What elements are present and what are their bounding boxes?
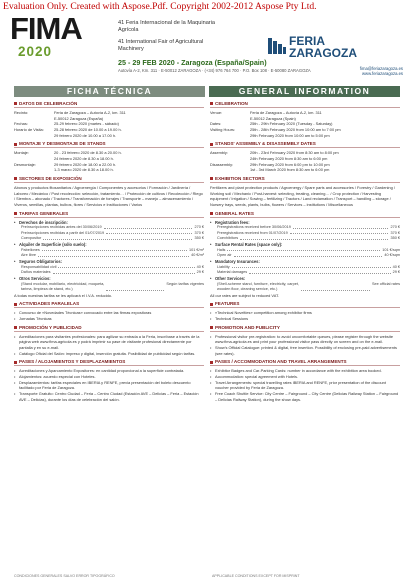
fee-label: Preinscripciones recibidas antes del 30/06/2019 [21, 225, 102, 230]
fee-label: Responsabilidad civil [21, 264, 57, 269]
info-row [210, 150, 400, 161]
columns [14, 101, 400, 571]
fee-amount: 101 €/m² [189, 247, 204, 252]
fee-label: Preregistrations received before 30/06/2019 [217, 225, 291, 230]
fee-amount: See official rates [371, 281, 400, 286]
column-english [210, 101, 400, 571]
info-row [14, 150, 204, 161]
row-key: Assembly: [210, 150, 228, 156]
row-key: Fechas: [14, 121, 28, 127]
row-key: Desmontaje: [14, 161, 36, 167]
fee-amount: 29 € [392, 270, 400, 275]
sectors-text: Abonos y productos fitosanitarios / Agroenergía / Componentes y accesorios / Formación / Jardinería / Laboreo / Mecánico / Post recolección: selección, tratamiento… / Protección de cultivos / Recolección / Riego / Siembra – abonado / Tractores / Transformación de forrajes / Transporte – manejo – almacenamiento / Viveros, semillas, plantas, bulbos, flores / Servicios e Instituciones / Varios [14, 184, 203, 207]
row-key: Montaje: [14, 150, 29, 156]
section-title: MONTAJE Y DESMONTAJE DE STANDS [14, 141, 204, 148]
section-pases [14, 359, 204, 402]
section-celebration [210, 101, 400, 138]
row-key: Horario de Visita: [14, 126, 44, 132]
footer-es: CONDICIONES GENERALES SALVO ERROR TIPOGRÁFICO [14, 574, 115, 578]
section-title: PROMOCIÓN Y PUBLICIDAD [14, 325, 204, 332]
info-row [14, 127, 204, 138]
section-actividades [14, 301, 204, 321]
fee-label: Aire libre [21, 253, 36, 258]
fee-label: Open air [217, 253, 232, 258]
row-value: 29th February 2020 from 6:00 pm to 10:00 pm 1st - 3rd March 2020 from 8:30 am to 6:00 pm [250, 161, 330, 173]
brand-feria: FERIA [289, 34, 325, 48]
fee-label: Material damages [217, 270, 248, 275]
fima-logo: FIMA [10, 11, 82, 46]
fee-amount: 370 € [194, 230, 204, 235]
column-spanish [14, 101, 204, 571]
list-item: • Show's Official Catalogue: printed & digital, free insertion. Possibility of enclosing pre-paid advertisements (see rates). [210, 345, 400, 356]
row-value: 25th - 28th February 2020 from 10:00 am to 7:00 pm 29th February 2020 from 10:00 am to 5:00 pm [250, 126, 341, 138]
rate-group-title: • Other Services: [210, 276, 400, 282]
list-item: • Accommodation: special agreement with Hotels. [210, 374, 400, 380]
section-title: DATOS DE CELEBRACIÓN [14, 101, 204, 108]
fee-label: Coexpositor [21, 236, 42, 241]
section-celebracion [14, 101, 204, 138]
rate-group-title: • Mandatory Insurances: [210, 259, 400, 265]
list-item: • Free Coach Shuttle Service: City Centre – Fairground – City Centre (Delicias Railway Station – Fairground – Delicias Railway Station), during the show days. [210, 391, 400, 402]
fee-amount: 101 €/sqm [382, 247, 400, 252]
fee-label: Pabellones [21, 247, 40, 252]
row-value: 25th - 29th February 2020 (Tuesday - Saturday) [250, 121, 333, 127]
fee-amount: 29 € [196, 270, 204, 275]
section-title: PASES / ALOJAMIENTOS Y DESPLAZAMIENTOS [14, 359, 204, 366]
row-value: 25-29 febrero 2020 (martes - sábado) [54, 121, 119, 127]
fee-amount: 40 €/m² [191, 253, 204, 258]
header-es-line2: Agrícola [118, 27, 139, 33]
rate-group-title: • Derechos de inscripción: [14, 220, 204, 226]
section-promotion [210, 325, 400, 357]
rate-group-title: • Otros Servicios: [14, 276, 204, 282]
fee-amount: 40 €/sqm [384, 253, 400, 258]
section-montaje [14, 141, 204, 173]
fee-amount: 370 € [390, 230, 400, 235]
list-item: • Transporte Gratuito: Centro Ciudad – Feria – Centro Ciudad (Estación AVE – Delicias – Feria – Estación AVE – Delicias), durante los días de celebración del salón. [14, 391, 204, 402]
page-header [0, 0, 413, 90]
section-title: ACTIVIDADES PARALELAS [14, 301, 204, 308]
band-general-information: GENERAL INFORMATION [209, 86, 400, 97]
row-value: 29 febrero 2020 de 18.00 a 22.00 h. 1-3 marzo 2020 de 8.30 a 18.00 h. [54, 161, 117, 173]
section-title: FEATURES [210, 301, 400, 308]
section-tarifas [14, 211, 204, 299]
section-sectores [14, 176, 204, 208]
logo-year: 2020 [18, 44, 53, 59]
section-title: TARIFAS GENERALES [14, 211, 204, 218]
list-item: • «Technical Novelties» competition among exhibitor firms [210, 310, 400, 316]
footer-en: APPLICABLE CONDITIONS EXCEPT FOR MISPRINT [212, 574, 300, 578]
section-title: CELEBRATION [210, 101, 400, 108]
info-row [210, 127, 400, 138]
row-value: 20th - 23rd February 2020 from 8:30 am to 8:00 pm 24th February 2020 from 8:30 am to 6:00 pm [250, 150, 339, 161]
row-value: Feria de Zaragoza – Autovía A-2, km. 311 E-50012 Zaragoza (España) [54, 110, 126, 121]
header-en-line2: Machinery [118, 46, 144, 52]
fee-label: (Stand modular, mobiliario, electricidad, moqueta, tarima, limpieza de stand, etc.) [21, 281, 105, 292]
info-row [14, 162, 204, 173]
fee-amount: Según tarifas vigentes [166, 281, 204, 286]
list-item: • Travel Arrangements: special travelling rates IBERIA and RENFE, prior presentation of the discount voucher provided by Feria de Zaragoza. [210, 380, 400, 391]
list-item: • Catálogo Oficial del Salón: impreso y digital, inserción gratuita. Posibilidad de publicidad según tarifas. [14, 351, 204, 357]
rates-note: A todas nuestras tarifas se les aplicará el I.V.A. reducido. [14, 292, 113, 298]
fee-row [210, 282, 400, 293]
list-item: • Technical Sessions [210, 316, 400, 322]
list-item: • Alojamientos: acuerdo especial con Hoteles. [14, 374, 204, 380]
sectors-text: Fertilizers and plant protection products / Agroenergy / Spare parts and accessories / Forestry / Gardening / Working soil / Mechanic / Post-harvest: selecting, treating, cleaning… / Crop protection / Harvesting equipment / Irrigation / Sowing – fertilizing / Tractors / Land reclamation / Transport – handling – storage / Nursery trays, seeds, plants, bulbs, flowers / Services – institutions / Miscellaneous [210, 184, 395, 207]
fee-label: Preregistrations received from 01/07/2019 [217, 230, 288, 235]
rate-group-title: • Surface Rental Rates (space only): [210, 242, 400, 248]
section-general-rates [210, 211, 400, 299]
list-item: • Concurso de «Novedades Técnicas» convocado entre las firmas expositoras [14, 310, 204, 316]
fee-amount: 270 € [194, 225, 204, 230]
row-key: Recinto: [14, 110, 29, 115]
section-title: GENERAL RATES [210, 211, 400, 218]
list-item: • Exhibitor Badges and Car-Parking Cards: number in accordance with the exhibition area booked. [210, 368, 400, 374]
fee-label: Halls [217, 247, 226, 252]
fee-amount: 350 € [194, 236, 204, 241]
rate-group-title: • Seguros Obligatorios: [14, 259, 204, 265]
section-features [210, 301, 400, 321]
info-row [210, 110, 400, 121]
event-dates: 25 - 29 FEB 2020 - Zaragoza (España/Spain) [118, 58, 267, 67]
evaluation-watermark: Evaluation Only. Created with Aspose.Pdf. Copyright 2002-2012 Aspose Pty Ltd. [3, 1, 317, 12]
row-value: 20 - 23 febrero 2020 de 8.30 a 20.00 h. 24 febrero 2020 de 8.30 a 18.00 h. [54, 150, 122, 161]
fee-amount: 40 € [392, 264, 400, 269]
row-key: Visiting Hours: [210, 126, 236, 132]
row-key: Venue: [210, 110, 223, 115]
section-title: EXHIBITION SECTORS [210, 176, 400, 183]
fee-row [14, 282, 204, 293]
row-key: Dates: [210, 121, 222, 127]
fee-label: Coexhibitors [217, 236, 239, 241]
brand-zaragoza: ZARAGOZA [289, 46, 357, 60]
rate-group-title: • Alquiler de Superficie (sólo suelo): [14, 242, 204, 248]
row-value: 25-28 febrero 2020 de 10.00 a 19.00 h. 29 febrero 2020 de 10.00 a 17.00 h. [54, 126, 122, 138]
feria-zaragoza-logo-icon [268, 38, 286, 54]
row-key: Disassembly: [210, 161, 234, 167]
rates-note: All our rates are subject to reduced VAT. [210, 292, 280, 298]
fee-amount: 40 € [196, 264, 204, 269]
section-exhibition-sectors [210, 176, 400, 208]
section-title: PROMOTION AND PUBLICITY [210, 325, 400, 332]
fee-label: Preinscripciones recibidas a partir del 01/07/2019 [21, 230, 105, 235]
list-item: • Professional visitor pre-registration: to avoid uncomfortable queues, please register through the website www.fima-agricola.es and print your professional visitor pass directly on screen and on the e-mail. [210, 334, 400, 345]
section-promocion [14, 325, 204, 357]
fee-amount: 270 € [390, 225, 400, 230]
info-row [210, 162, 400, 173]
section-title: PASES / ACCOMMODATION AND TRAVEL ARRANGEMENTS [210, 359, 400, 366]
section-assembly [210, 141, 400, 173]
contact-website[interactable]: www.feriazaragoza.es [362, 71, 403, 77]
list-item: • Acreditaciones para visitantes profesionales: para agilizar su entrada a la Feria, inscríbase a través de la página web www.fima-agricola.es y podrá imprimir su pase de visitante profesional directamente por pantalla y en su e-mail. [14, 334, 204, 351]
list-item: • Acreditaciones y Aparcamiento Expositores: en cantidad proporcional a la superficie contratada. [14, 368, 204, 374]
info-row [14, 110, 204, 121]
contact-email[interactable]: fima@feriazaragoza.es [359, 66, 403, 71]
header-en-line1: 41 International Fair of Agricultural [118, 39, 204, 45]
fee-label: Daños materiales [21, 270, 51, 275]
contact-block [360, 66, 403, 77]
section-bands [14, 86, 400, 97]
row-value: Feria de Zaragoza – Autovía A-2, km. 311 E-50012 Zaragoza (Spain) [250, 110, 322, 121]
venue-address: Autovía A-2, Km. 311 · E-50012 ZARAGOZA · (+34) 976 764 700 · P.O. Box 108 · E-50080 ZARAGOZA [118, 68, 311, 73]
fee-label: Liability [217, 264, 230, 269]
fee-amount: 350 € [390, 236, 400, 241]
band-ficha-tecnica: FICHA TÉCNICA [14, 86, 205, 97]
header-es-line1: 41 Feria Internacional de la Maquinaria [118, 20, 216, 26]
fee-label: (Shell-scheme stand, furniture, electricity, carpet, wooden floor, cleaning service, etc.) [217, 281, 300, 292]
section-title: STANDS' ASSEMBLY & DISASSEMBLY DATES [210, 141, 400, 148]
section-travel [210, 359, 400, 402]
list-item: • Desplazamientos: tarifas especiales en IBERIA y RENFE, previa presentación del boleto descuento facilitado por Feria de Zaragoza. [14, 380, 204, 391]
list-item: • Jornadas Técnicas [14, 316, 204, 322]
rate-group-title: • Registration fees: [210, 220, 400, 226]
section-title: SECTORES DE EXPOSICIÓN [14, 176, 204, 183]
